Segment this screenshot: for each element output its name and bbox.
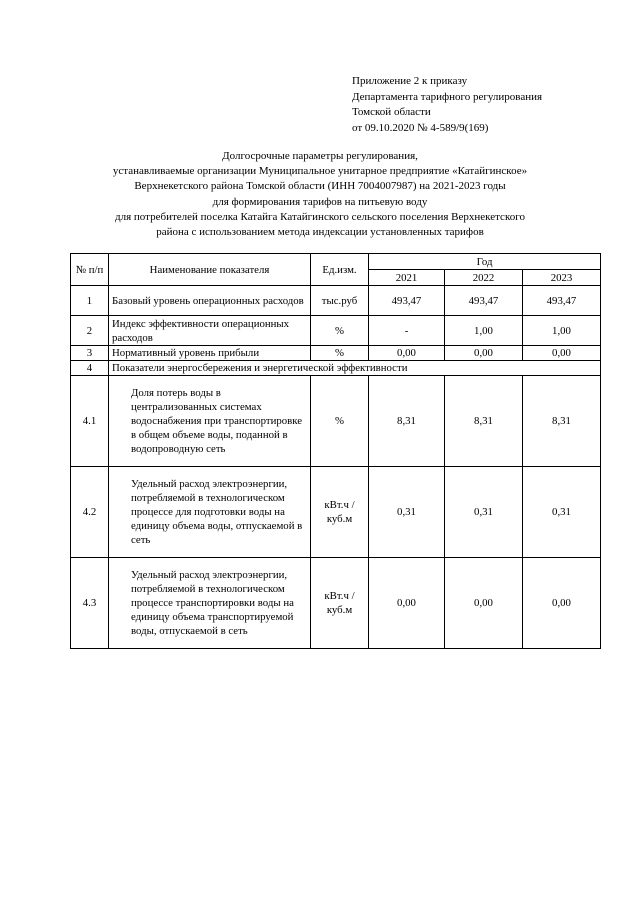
parameters-table [70, 253, 601, 649]
row-value-2023: 0,31 [523, 467, 601, 558]
table-row-section [71, 361, 601, 376]
header-year-2023: 2023 [523, 270, 601, 286]
table-row [71, 467, 601, 558]
row-name: Нормативный уровень прибыли [109, 346, 311, 361]
row-value-2021: - [369, 316, 445, 346]
row-value-2023: 493,47 [523, 286, 601, 316]
row-name: Удельный расход электроэнергии, потребляемой в технологическом процессе транспортировки воды на единицу объема транспортируемой воды, отпускаемой в сеть [109, 558, 311, 649]
row-value-2021: 0,31 [369, 467, 445, 558]
appendix-line: Приложение 2 к приказу [352, 75, 468, 87]
title-line: Верхнекетского района Томской области (ИНН 7004007987) на 2021-2023 годы [134, 180, 506, 193]
row-value-2021: 0,00 [369, 346, 445, 361]
row-num: 4.1 [71, 376, 109, 467]
header-row [71, 254, 601, 270]
table-row [71, 558, 601, 649]
row-name: Индекс эффективности операционных расходов [109, 316, 311, 346]
title-line: для потребителей поселка Катайга Катайгинского сельского поселения Верхнекетского [115, 210, 525, 223]
row-value-2022: 1,00 [445, 316, 523, 346]
title-line: Долгосрочные параметры регулирования, [222, 150, 418, 162]
row-num: 1 [71, 286, 109, 316]
header-year: Год [369, 254, 601, 270]
row-name: Базовый уровень операционных расходов [109, 286, 311, 316]
row-unit: % [311, 316, 369, 346]
header-year-2021: 2021 [369, 270, 445, 286]
header-unit: Ед.изм. [311, 254, 369, 286]
row-value-2023: 0,00 [523, 346, 601, 361]
table-row [71, 376, 601, 467]
row-name: Доля потерь воды в централизованных системах водоснабжения при транспортировке в общем объеме воды, поданной в водопроводную сеть [109, 376, 311, 467]
title-line: района с использованием метода индексации установленных тарифов [156, 226, 484, 239]
table-row [71, 346, 601, 361]
row-num: 4.3 [71, 558, 109, 649]
header-year-2022: 2022 [445, 270, 523, 286]
row-value-2022: 493,47 [445, 286, 523, 316]
row-num: 4.2 [71, 467, 109, 558]
row-value-2022: 0,31 [445, 467, 523, 558]
row-unit: кВт.ч / куб.м [311, 558, 369, 649]
row-num: 3 [71, 346, 109, 361]
header-num: № п/п [71, 254, 109, 286]
row-value-2023: 8,31 [523, 376, 601, 467]
table-row [71, 316, 601, 346]
appendix-block [352, 74, 542, 136]
section-name: Показатели энергосбережения и энергетической эффективности [109, 361, 601, 376]
appendix-line: от 09.10.2020 № 4-589/9(169) [352, 121, 489, 134]
row-value-2023: 0,00 [523, 558, 601, 649]
row-value-2022: 8,31 [445, 376, 523, 467]
document-title [60, 149, 580, 240]
row-name: Удельный расход электроэнергии, потребляемой в технологическом процессе для подготовки воды на единицу объема воды, отпускаемой в сеть [109, 467, 311, 558]
row-unit: % [311, 346, 369, 361]
appendix-line: Томской области [352, 106, 431, 118]
row-value-2022: 0,00 [445, 558, 523, 649]
appendix-line: Департамента тарифного регулирования [352, 90, 543, 103]
title-line: для формирования тарифов на питьевую воду [212, 195, 428, 208]
header-name: Наименование показателя [109, 254, 311, 286]
row-unit: тыс.руб [311, 286, 369, 316]
title-line: устанавливаемые организации Муниципальное унитарное предприятие «Катайгинское» [112, 165, 528, 178]
row-value-2022: 0,00 [445, 346, 523, 361]
row-value-2021: 8,31 [369, 376, 445, 467]
row-unit: % [311, 376, 369, 467]
row-value-2023: 1,00 [523, 316, 601, 346]
row-unit: кВт.ч / куб.м [311, 467, 369, 558]
table-row [71, 286, 601, 316]
row-value-2021: 0,00 [369, 558, 445, 649]
row-value-2021: 493,47 [369, 286, 445, 316]
row-num: 4 [71, 361, 109, 376]
row-num: 2 [71, 316, 109, 346]
